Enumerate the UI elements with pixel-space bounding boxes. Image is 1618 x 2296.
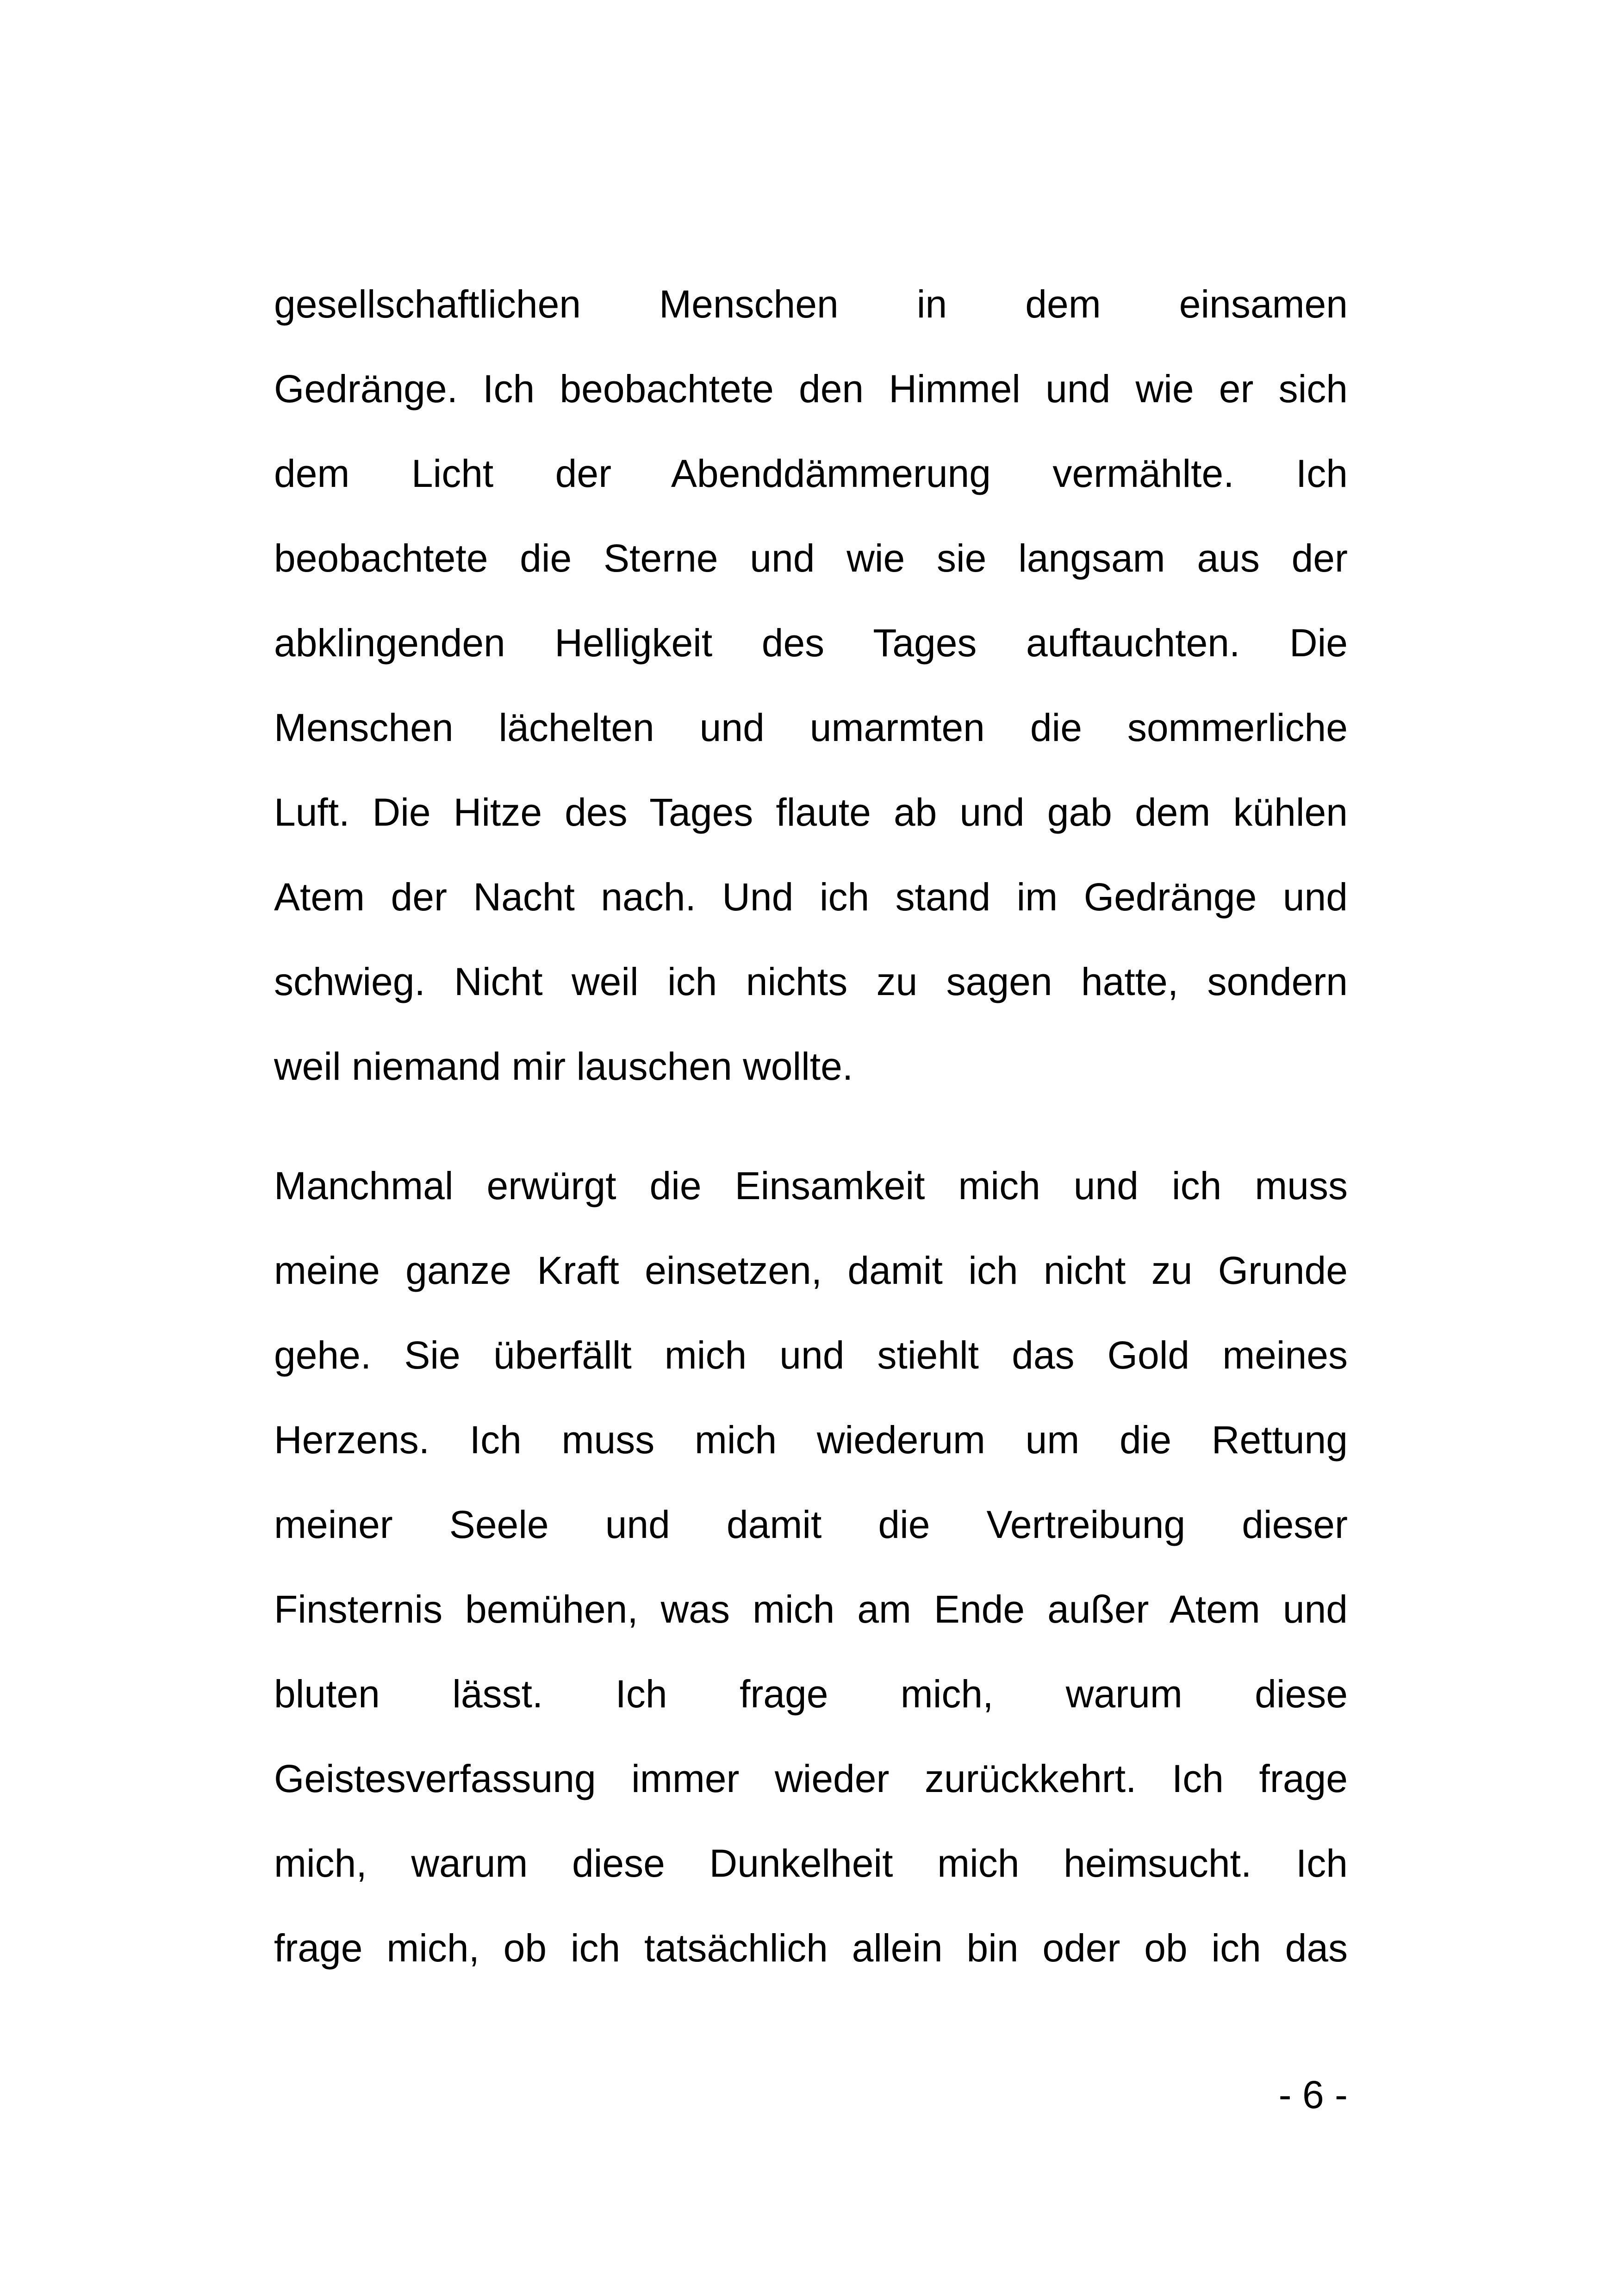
paragraph-line: bluten lässt. Ich frage mich, warum diese [274, 1672, 1348, 1716]
paragraph-line: Atem der Nacht nach. Und ich stand im Gedränge und [274, 875, 1348, 919]
paragraph-line: Gedränge. Ich beobachtete den Himmel und wie er sich [274, 367, 1348, 411]
paragraph-line: dem Licht der Abenddämmerung vermählte. Ich [274, 452, 1348, 495]
paragraph-line: Manchmal erwürgt die Einsamkeit mich und ich muss [274, 1164, 1348, 1207]
paragraph-1 [274, 262, 1348, 1109]
paragraph-line: Finsternis bemühen, was mich am Ende außer Atem und [274, 1587, 1348, 1631]
paragraph-line: schwieg. Nicht weil ich nichts zu sagen hatte, sondern [274, 960, 1348, 1003]
paragraph-line: Menschen lächelten und umarmten die sommerliche [274, 706, 1348, 749]
page-number: - 6 - [1278, 2073, 1348, 2116]
paragraph-line: mich, warum diese Dunkelheit mich heimsucht. Ich [274, 1842, 1348, 1885]
paragraph-line: meiner Seele und damit die Vertreibung dieser [274, 1503, 1348, 1546]
paragraph-line: gesellschaftlichen Menschen in dem einsamen [274, 282, 1348, 326]
paragraph-line: meine ganze Kraft einsetzen, damit ich nicht zu Grunde [274, 1249, 1348, 1292]
paragraph-line: gehe. Sie überfällt mich und stiehlt das Gold meines [274, 1333, 1348, 1377]
paragraph-line: abklingenden Helligkeit des Tages auftauchten. Die [274, 621, 1348, 665]
paragraph-line: Geistesverfassung immer wieder zurückkehrt. Ich frage [274, 1757, 1348, 1800]
paragraph-line: frage mich, ob ich tatsächlich allein bin oder ob ich das [274, 1926, 1348, 1970]
paragraph-line: weil niemand mir lauschen wollte. [274, 1045, 853, 1088]
paragraph-line: Herzens. Ich muss mich wiederum um die Rettung [274, 1418, 1348, 1462]
paragraph-line: beobachtete die Sterne und wie sie langsam aus der [274, 536, 1348, 580]
paragraph-line: Luft. Die Hitze des Tages flaute ab und gab dem kühlen [274, 790, 1348, 834]
paragraph-2 [274, 1144, 1348, 1991]
